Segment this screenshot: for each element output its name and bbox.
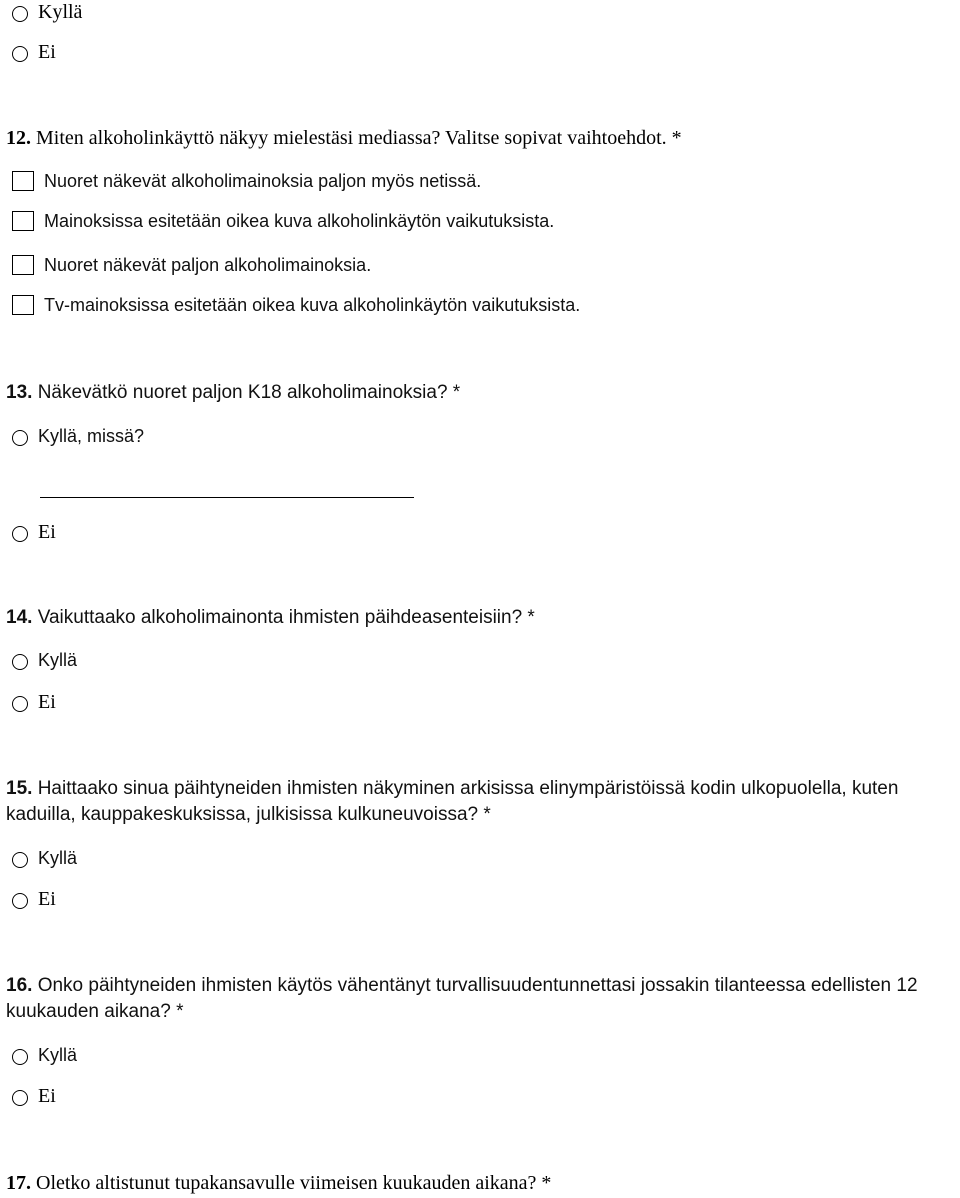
radio-option[interactable]: [12, 648, 960, 672]
radio-circle-icon[interactable]: [12, 1049, 28, 1065]
radio-circle-icon[interactable]: [12, 852, 28, 868]
option-label: Kyllä: [38, 1, 83, 23]
checkbox-option[interactable]: [12, 293, 960, 317]
question-number: 13.: [6, 382, 33, 403]
option-label: Nuoret näkevät paljon alkoholimainoksia.: [44, 255, 372, 275]
radio-circle-icon[interactable]: [12, 526, 28, 542]
answer-text-line[interactable]: [40, 497, 414, 498]
question-17: [6, 1171, 960, 1195]
radio-option[interactable]: [12, 424, 960, 448]
option-label: Kyllä: [38, 650, 78, 670]
question-12: [6, 126, 960, 150]
radio-circle-icon[interactable]: [12, 46, 28, 62]
checkbox-option[interactable]: [12, 253, 960, 277]
question-number: 17.: [6, 1172, 31, 1194]
option-label: Kyllä: [38, 1045, 78, 1065]
checkbox-icon[interactable]: [12, 171, 34, 191]
question-number: 15.: [6, 778, 33, 799]
radio-option[interactable]: [12, 40, 960, 64]
checkbox-option[interactable]: [12, 169, 960, 193]
checkbox-option[interactable]: [12, 209, 960, 233]
radio-circle-icon[interactable]: [12, 893, 28, 909]
question-text: Haittaako sinua päihtyneiden ihmisten näkyminen arkisissa elinympäristöissä kodin ulkopuolella, kuten kaduilla, kauppakeskuksissa, julkisissa kulkuneuvoissa? *: [6, 778, 899, 825]
radio-circle-icon[interactable]: [12, 430, 28, 446]
checkbox-icon[interactable]: [12, 295, 34, 315]
checkbox-icon[interactable]: [12, 211, 34, 231]
option-label: Mainoksissa esitetään oikea kuva alkoholinkäytön vaikutuksista.: [44, 211, 555, 231]
radio-circle-icon[interactable]: [12, 6, 28, 22]
option-label: Tv-mainoksissa esitetään oikea kuva alkoholinkäytön vaikutuksista.: [44, 295, 581, 315]
option-label: Nuoret näkevät alkoholimainoksia paljon myös netissä.: [44, 171, 482, 191]
question-15: [6, 776, 954, 828]
question-16: [6, 973, 954, 1025]
radio-circle-icon[interactable]: [12, 654, 28, 670]
radio-circle-icon[interactable]: [12, 696, 28, 712]
question-number: 12.: [6, 127, 31, 149]
question-text: Onko päihtyneiden ihmisten käytös vähentänyt turvallisuudentunnettasi jossakin tilanteessa edellisten 12 kuukauden aikana? *: [6, 975, 918, 1022]
question-text: Vaikuttaako alkoholimainonta ihmisten päihdeasenteisiin? *: [37, 607, 535, 628]
radio-option[interactable]: [12, 1043, 960, 1067]
option-label: Ei: [38, 41, 56, 63]
question-text: Näkevätkö nuoret paljon K18 alkoholimainoksia? *: [37, 382, 461, 403]
radio-option[interactable]: [12, 1084, 960, 1108]
radio-option[interactable]: [12, 887, 960, 911]
checkbox-icon[interactable]: [12, 255, 34, 275]
question-number: 16.: [6, 975, 33, 996]
option-label: Ei: [38, 691, 56, 713]
question-14: [6, 606, 960, 630]
radio-option[interactable]: [12, 520, 960, 544]
option-label: Kyllä, missä?: [38, 426, 145, 446]
question-text: Miten alkoholinkäyttö näkyy mielestäsi mediassa? Valitse sopivat vaihtoehdot. *: [36, 127, 682, 149]
radio-option[interactable]: [12, 690, 960, 714]
question-text: Oletko altistunut tupakansavulle viimeisen kuukauden aikana? *: [36, 1172, 552, 1194]
radio-option[interactable]: [12, 846, 960, 870]
option-label: Ei: [38, 1085, 56, 1107]
radio-option[interactable]: [12, 0, 960, 24]
question-13: [6, 381, 960, 405]
question-number: 14.: [6, 607, 33, 628]
option-label: Ei: [38, 521, 56, 543]
radio-circle-icon[interactable]: [12, 1090, 28, 1106]
option-label: Ei: [38, 888, 56, 910]
option-label: Kyllä: [38, 848, 78, 868]
